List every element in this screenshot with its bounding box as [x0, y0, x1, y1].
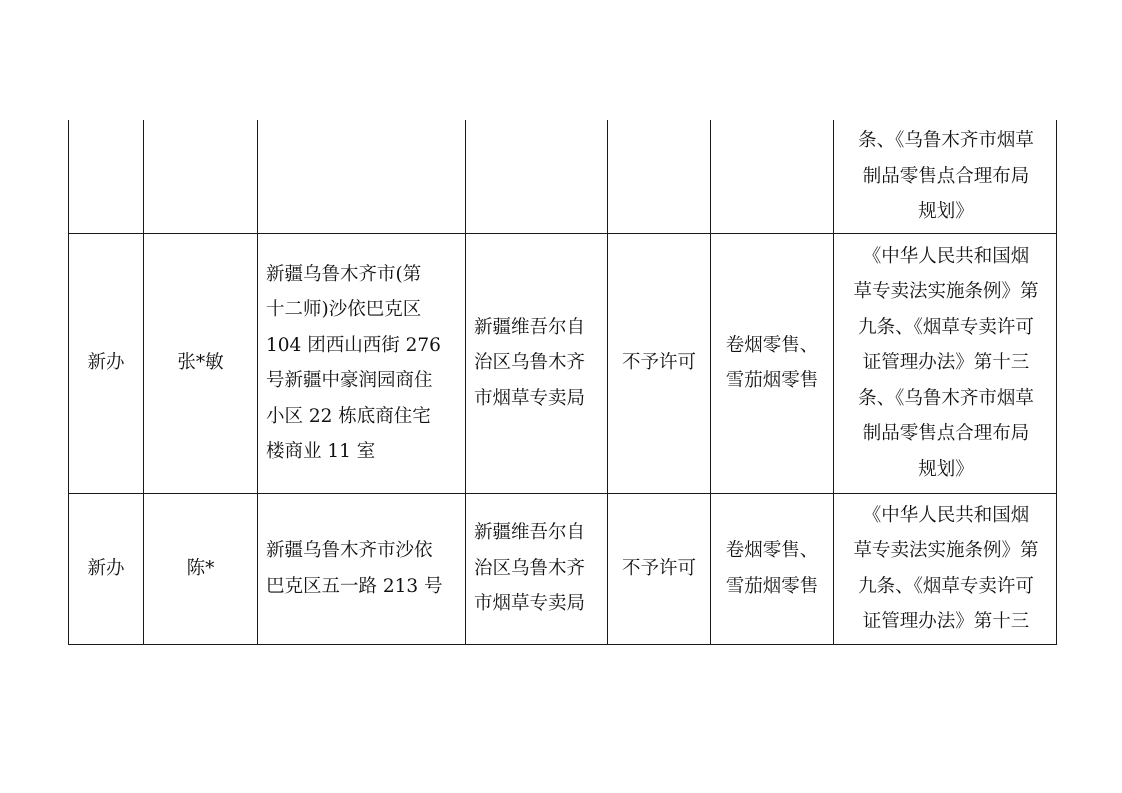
authority-line: 市烟草专卖局 [474, 593, 586, 615]
address-cell [258, 120, 466, 233]
category-cell [69, 120, 144, 233]
scope-cell [711, 233, 834, 493]
basis-cell [834, 120, 1057, 233]
address-line: 楼商业 11 室 [266, 441, 376, 462]
basis-line: 九条、《烟草专卖许可 [858, 575, 1034, 597]
address-cell [258, 233, 466, 493]
authority-line: 新疆维吾尔自 [474, 316, 586, 338]
table-row [69, 120, 1057, 233]
scope-line: 雪茄烟零售 [725, 370, 819, 391]
decision-cell: 不予许可 [608, 233, 711, 493]
basis-line: 制品零售点合理布局 [862, 165, 1030, 187]
basis-line: 证管理办法》第十三 [862, 352, 1030, 374]
table-row [69, 233, 1057, 493]
decision-cell: 不予许可 [608, 493, 711, 644]
authority-cell [466, 493, 608, 644]
scope-line: 卷烟零售、 [725, 334, 819, 356]
address-line: 104 团西山西街 276 [266, 334, 441, 356]
basis-line: 规划》 [918, 201, 974, 222]
basis-cell [834, 493, 1057, 644]
authority-cell [466, 233, 608, 493]
decision-cell [608, 120, 711, 233]
authority-line: 新疆维吾尔自 [474, 522, 586, 544]
authority-cell [466, 120, 608, 233]
authority-line: 治区乌鲁木齐 [474, 352, 586, 374]
basis-line: 草专卖法实施条例》第 [853, 540, 1039, 561]
category-cell: 新办 [69, 233, 144, 493]
basis-cell [834, 233, 1057, 493]
basis-line: 九条、《烟草专卖许可 [858, 316, 1034, 338]
authority-line: 治区乌鲁木齐 [474, 557, 586, 579]
scope-cell [711, 493, 834, 644]
address-line: 号新疆中豪润园商住 [266, 370, 433, 391]
authority-line: 市烟草专卖局 [474, 387, 586, 409]
basis-line: 《中华人民共和国烟 [862, 245, 1030, 267]
scope-line: 雪茄烟零售 [725, 575, 819, 597]
address-line: 新疆乌鲁木齐市沙依 [266, 540, 433, 561]
basis-line: 证管理办法》第十三 [862, 611, 1030, 632]
scope-line: 卷烟零售、 [725, 540, 819, 561]
basis-line: 草专卖法实施条例》第 [853, 281, 1039, 303]
address-line: 新疆乌鲁木齐市(第 [266, 263, 422, 285]
basis-line: 条、《乌鲁木齐市烟草 [858, 387, 1034, 409]
category-cell: 新办 [69, 493, 144, 644]
name-cell [144, 120, 258, 233]
address-line: 十二师)沙依巴克区 [266, 299, 422, 320]
address-line: 小区 22 栋底商住宅 [266, 405, 431, 427]
basis-line: 制品零售点合理布局 [862, 423, 1030, 445]
name-cell: 陈* [144, 493, 258, 644]
basis-line: 条、《乌鲁木齐市烟草 [858, 130, 1034, 151]
license-decision-table [68, 120, 1057, 645]
name-cell: 张*敏 [144, 233, 258, 493]
table-row [69, 493, 1057, 644]
basis-line: 《中华人民共和国烟 [862, 504, 1030, 526]
address-line: 巴克区五一路 213 号 [266, 575, 443, 597]
scope-cell [711, 120, 834, 233]
basis-line: 规划》 [918, 458, 974, 480]
address-cell [258, 493, 466, 644]
